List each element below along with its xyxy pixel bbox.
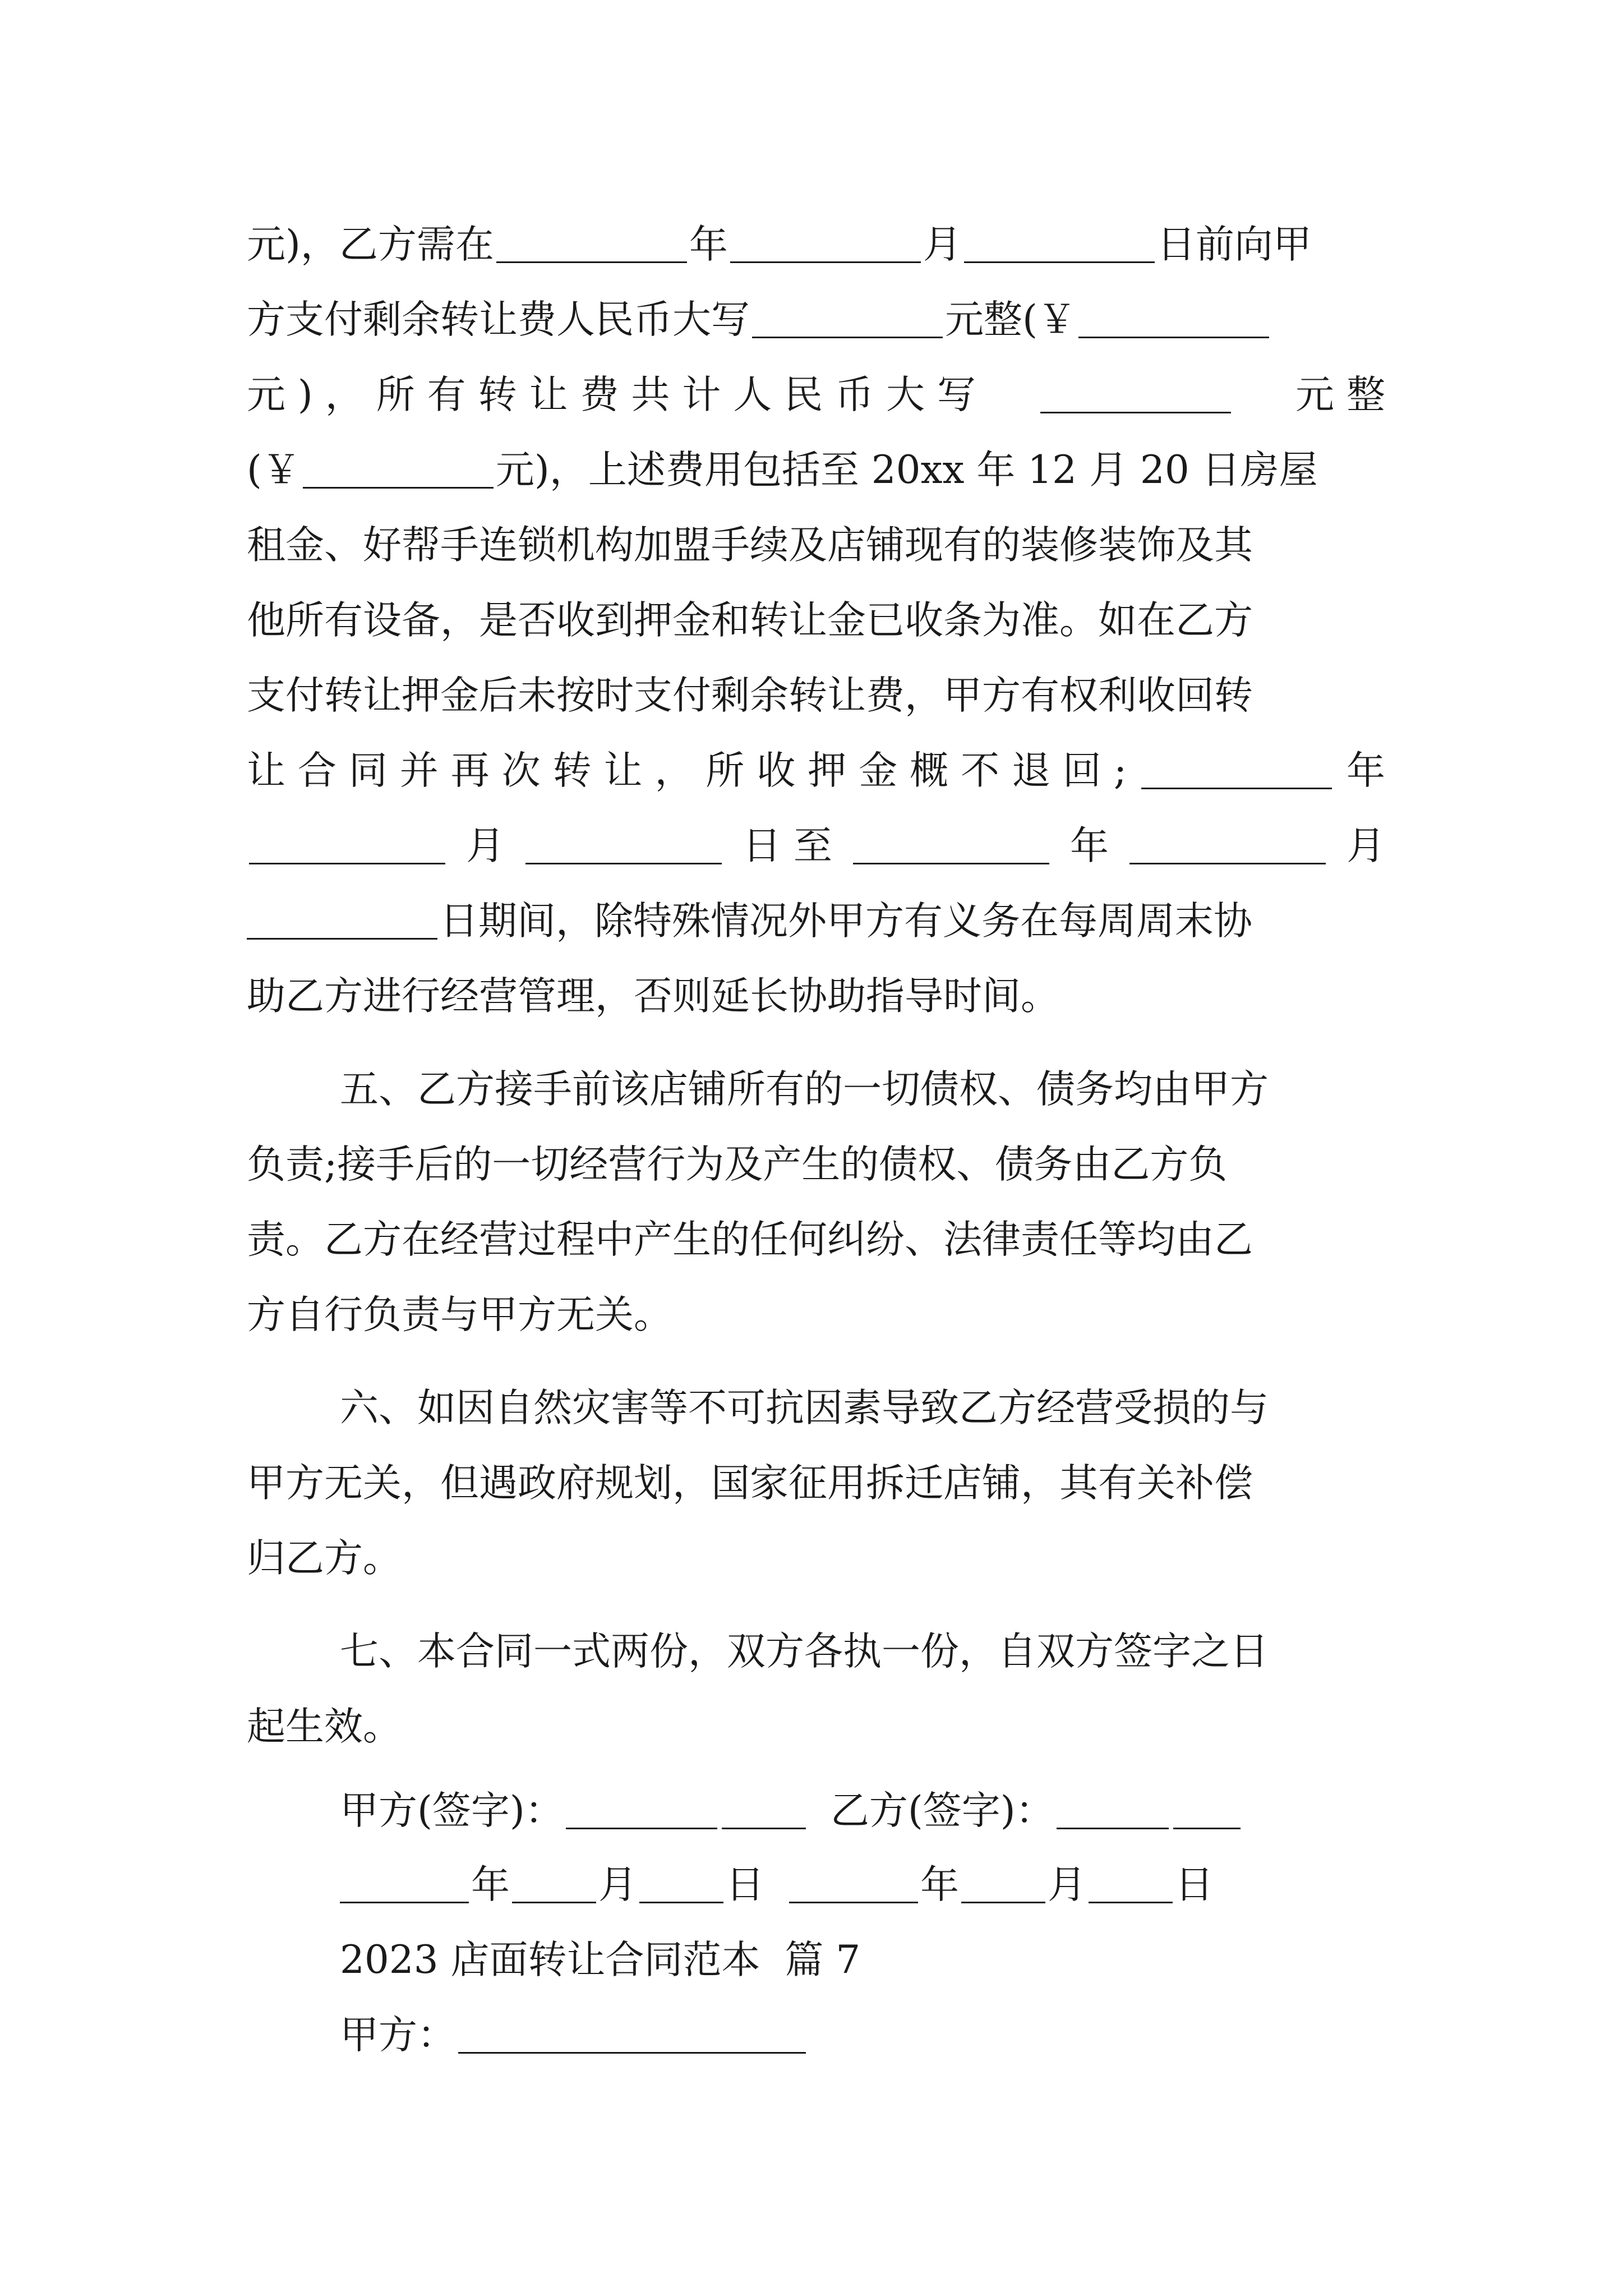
text-line-1 [247, 211, 1385, 278]
blank-field [752, 302, 943, 338]
text-segment: 甲方无关，但遇政府规划，国家征用拆迁店铺，其有关补偿 [247, 1461, 1253, 1506]
text-line-20 [247, 1693, 1385, 1760]
text-segment: 他所有设备，是否收到押金和转让金已收条为准。如在乙方 [247, 598, 1253, 643]
text-segment: 元 整 [1295, 372, 1385, 417]
text-segment: 月 [1346, 823, 1385, 868]
text-line-11 [247, 963, 1385, 1030]
party-a-line [340, 2001, 1478, 2069]
text-line-8 [247, 737, 1385, 804]
section-heading [340, 1926, 1478, 1994]
text-line-6 [247, 587, 1385, 654]
text-line-12 [340, 1056, 1385, 1123]
text-segment: 元整(￥ [945, 297, 1076, 342]
party-b-signature-blank [1173, 1793, 1241, 1829]
text-segment: 支付转让押金后未按时支付剩余转让费，甲方有权利收回转 [247, 673, 1253, 718]
blank-field [964, 227, 1155, 263]
text-segment: 月 [466, 823, 505, 868]
text-line-13 [247, 1131, 1385, 1198]
blank-field [249, 828, 445, 864]
text-segment: 助乙方进行经营管理，否则延长协助指导时间。 [247, 974, 1059, 1019]
text-segment: 负责;接手后的一切经营行为及产生的债权、债务由乙方负 [247, 1142, 1228, 1187]
text-line-18 [247, 1525, 1385, 1592]
blank-field [1078, 302, 1269, 338]
text-segment: 六、如因自然灾害等不可抗因素导致乙方经营受损的与 [340, 1386, 1269, 1430]
text-line-15 [247, 1281, 1385, 1349]
blank-field [247, 903, 437, 940]
text-segment: 元)，上述费用包括至 20xx 年 12 月 20 日房屋 [495, 448, 1318, 493]
blank-field [1141, 753, 1332, 789]
text-segment: 年 [689, 222, 728, 267]
signature-line [340, 1777, 1478, 1844]
text-line-5 [247, 512, 1385, 579]
blank-field [496, 227, 687, 263]
text-line-17 [247, 1450, 1385, 1517]
blank-field [730, 227, 921, 263]
year-blank [340, 1867, 469, 1903]
date-line [340, 1851, 1478, 1918]
party-a-signature-label: 甲方(签字)： [340, 1788, 564, 1833]
month-blank [961, 1867, 1045, 1903]
party-b-signature-blank [1057, 1793, 1169, 1829]
text-segment: 租金、好帮手连锁机构加盟手续及店铺现有的装修装饰及其 [247, 523, 1253, 568]
text-segment: 月 [923, 222, 962, 267]
text-segment: (￥ [247, 448, 301, 493]
blank-field [303, 452, 494, 489]
month-label: 月 [598, 1862, 637, 1907]
party-a-signature-blank [566, 1793, 717, 1829]
text-line-9 [247, 812, 1385, 880]
party-a-label: 甲方： [340, 2013, 456, 2058]
text-segment: 归乙方。 [247, 1536, 402, 1581]
day-label: 日 [1175, 1862, 1214, 1907]
text-segment: 元 ) ， 所 有 转 让 费 共 计 人 民 币 大 写 [247, 372, 976, 417]
text-line-10 [247, 887, 1385, 955]
month-label: 月 [1048, 1862, 1086, 1907]
blank-field [525, 828, 722, 864]
heading-text: 2023 店面转让合同范本 篇 7 [340, 1938, 861, 1982]
party-a-signature-blank [722, 1793, 806, 1829]
text-segment: 五、乙方接手前该店铺所有的一切债权、债务均由甲方 [340, 1067, 1269, 1112]
day-blank [1089, 1867, 1173, 1903]
day-blank [639, 1867, 723, 1903]
text-segment: 日前向甲 [1156, 222, 1312, 267]
text-line-19 [340, 1618, 1385, 1685]
day-label: 日 [726, 1862, 764, 1907]
text-segment: 元)，乙方需在 [247, 222, 494, 267]
text-line-16 [340, 1374, 1385, 1442]
text-line-7 [247, 662, 1385, 729]
party-a-blank [458, 2017, 806, 2054]
month-blank [512, 1867, 596, 1903]
text-line-2 [247, 286, 1385, 353]
year-blank [789, 1867, 918, 1903]
blank-field [1040, 377, 1231, 413]
text-line-3 [247, 361, 1385, 429]
text-segment: 年 [1347, 748, 1385, 793]
text-segment: 让 合 同 并 再 次 转 让 ， 所 收 押 金 概 不 退 回 ; [247, 748, 1127, 793]
text-segment: 日期间，除特殊情况外甲方有义务在每周周末协 [440, 899, 1252, 944]
text-segment: 日 至 [743, 823, 832, 868]
text-segment: 年 [1069, 823, 1109, 868]
blank-field [853, 828, 1049, 864]
year-label: 年 [920, 1862, 959, 1907]
text-line-14 [247, 1206, 1385, 1273]
text-segment: 方支付剩余转让费人民币大写 [247, 297, 750, 342]
party-b-signature-label: 乙方(签字)： [830, 1788, 1054, 1833]
year-label: 年 [471, 1862, 510, 1907]
text-segment: 七、本合同一式两份，双方各执一份，自双方签字之日 [340, 1629, 1269, 1674]
text-segment: 方自行负责与甲方无关。 [247, 1292, 672, 1337]
blank-field [1129, 828, 1326, 864]
text-line-4 [247, 436, 1385, 504]
text-segment: 起生效。 [247, 1704, 402, 1749]
text-segment: 责。乙方在经营过程中产生的任何纠纷、法律责任等均由乙 [247, 1217, 1253, 1262]
